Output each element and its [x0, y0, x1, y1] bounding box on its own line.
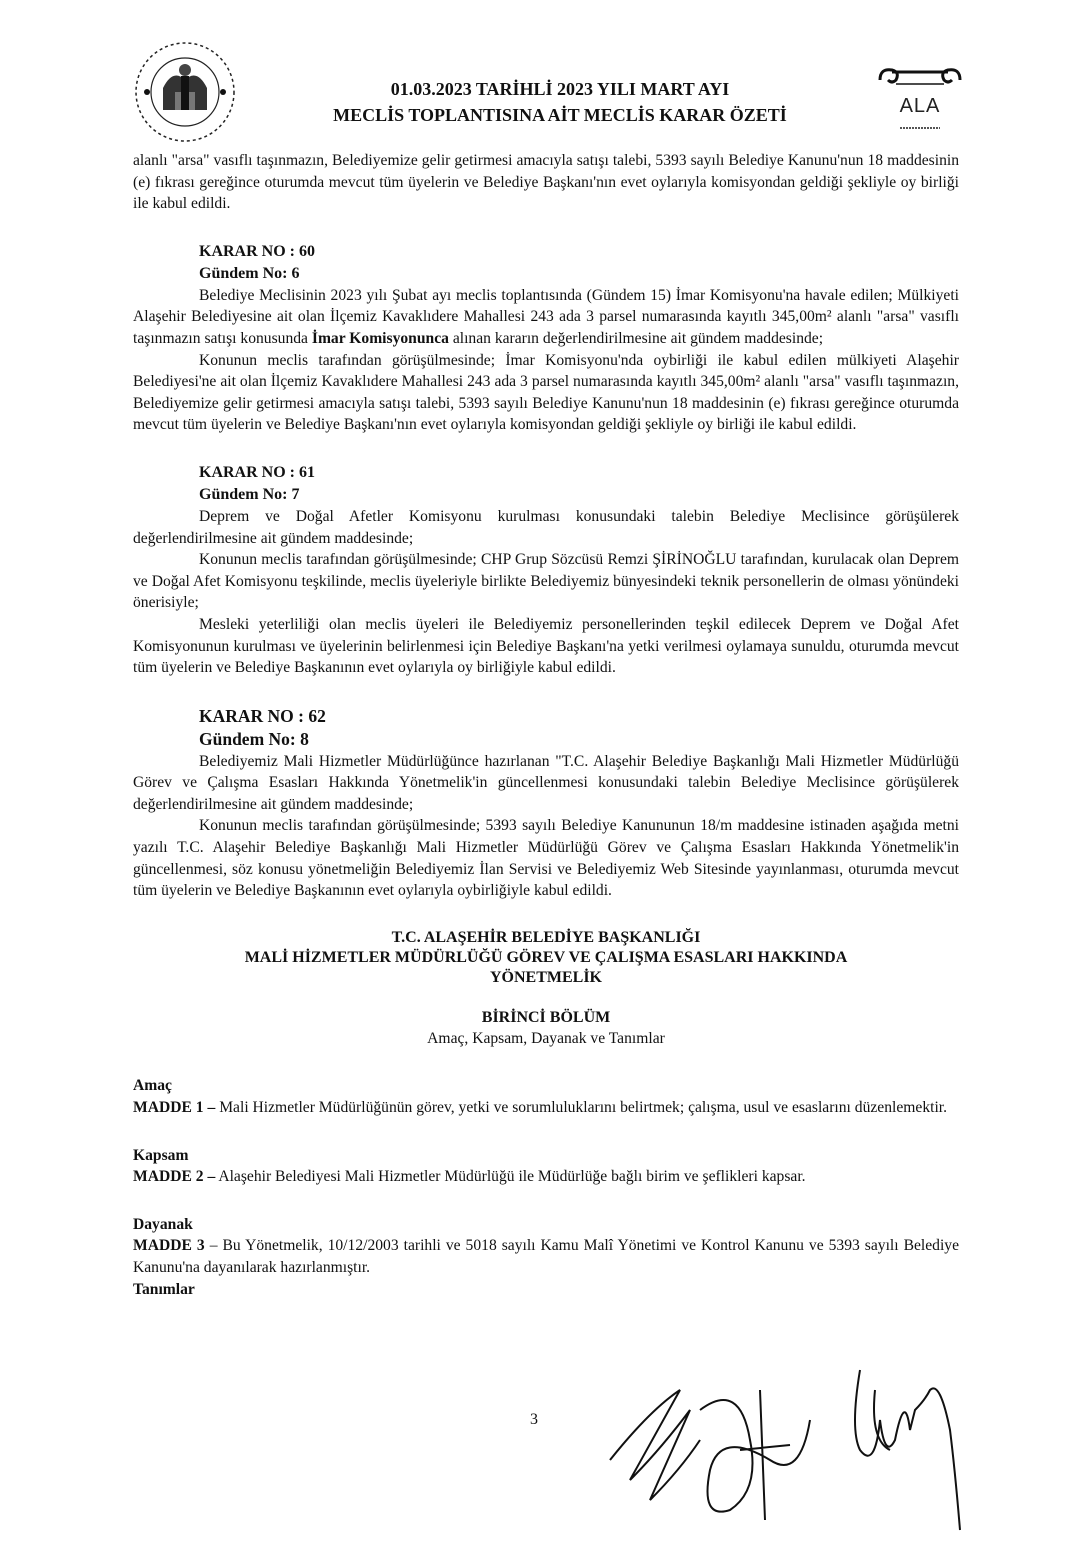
karar-61-number: KARAR NO : 61 — [199, 463, 315, 481]
madde-1 — [133, 1097, 959, 1119]
madde-1-text: Mali Hizmetler Müdürlüğünün görev, yetki ve sorumluluklarını belirtmek; çalışma, usul ve esaslarını düzenlemektir. — [215, 1099, 948, 1117]
karar-60-number: KARAR NO : 60 — [199, 242, 315, 260]
header-line-2: MECLİS TOPLANTISINA AİT MECLİS KARAR ÖZETİ — [333, 105, 787, 125]
tanimlar-heading: Tanımlar — [133, 1280, 195, 1298]
dayanak-heading: Dayanak — [133, 1215, 193, 1233]
section-subheading: Amaç, Kapsam, Dayanak ve Tanımlar — [427, 1029, 665, 1047]
header-line-1: 01.03.2023 TARİHLİ 2023 YILI MART AYI — [390, 79, 730, 99]
karar-61-paragraph-3: Mesleki yeterliliği olan meclis üyeleri ile Belediyemiz personellerinden teşkil edilecek Deprem ve Doğal Afet Komisyonunun kurulması ve üyelerinin belirlenmesi için Belediye Başkanı'na yetki verilmesi oylamaya sunuldu, oturumda mevcut tüm üyelerin ve Belediye Başkanının evet oylarıyla oy birliğiyle kabul edildi. — [133, 615, 959, 677]
document-header — [250, 76, 870, 128]
regulation-title-1: T.C. ALAŞEHİR BELEDİYE BAŞKANLIĞI — [391, 928, 701, 946]
document-body — [133, 150, 959, 1300]
madde-1-label: MADDE 1 – — [133, 1099, 216, 1117]
karar-61-paragraph-2: Konunun meclis tarafından görüşülmesinde; CHP Grup Sözcüsü Remzi ŞİRİNOĞLU tarafından, kurulacak olan Deprem ve Doğal Afet Komisyonu teşkilinde, meclis üyeleriyle birlikte Belediyemiz bünyesindeki teknik personellerin de olması yönündeki önerisiyle; — [133, 551, 959, 612]
karar-62-paragraph-1: Belediyemiz Mali Hizmetler Müdürlüğünce hazırlanan "T.C. Alaşehir Belediye Başkanlığı Mali Hizmetler Müdürlüğü Görev ve Çalışma Esasları Hakkında Yönetmelik'in güncellenmesi konusundaki talebin Belediye Meclisince görüşülerek değerlendirilmesine ait gündem maddesinde; — [133, 752, 959, 813]
karar-60-p1-bold: İmar Komisyonunca — [311, 329, 449, 347]
intro-paragraph: alanlı "arsa" vasıflı taşınmazın, Belediyemize gelir getirmesi amacıyla satışı talebi, 5393 sayılı Belediye Kanunu'nun 18 maddesinin (e) fıkrası gereğince oturumda mevcut tüm üyelerin ve Belediye Başkanı'nın evet oylarıyla komisyondan geldiği şekliyle oy birliği ile kabul edildi. — [133, 152, 959, 213]
signatures-image — [590, 1350, 990, 1550]
regulation-title-3: YÖNETMELİK — [489, 968, 602, 986]
karar-60-gundem: Gündem No: 6 — [199, 264, 300, 282]
page-number: 3 — [530, 1411, 538, 1428]
madde-3 — [133, 1235, 959, 1278]
kapsam-heading: Kapsam — [133, 1146, 189, 1164]
karar-62-gundem: Gündem No: 8 — [199, 728, 309, 749]
madde-3-label: MADDE 3 — [133, 1237, 205, 1255]
karar-60-p1-text-a: Belediye Meclisinin 2023 yılı Şubat ayı meclis toplantısında (Gündem 15) İmar Komisyonu'na havale edilen; Mülkiyeti Alaşehir Belediyesine ait olan İlçemiz Kavaklıdere Mahallesi 243 ada 3 parsel numarasında kayıtlı 345,00m² alanlı "arsa" vasıflı taşınmazın satışı konusunda — [133, 286, 959, 347]
svg-text:ALA: ALA — [899, 95, 941, 117]
karar-61-gundem: Gündem No: 7 — [199, 485, 300, 503]
karar-60-paragraph-2: Konunun meclis tarafından görüşülmesinde; İmar Komisyonu'nda oybirliği ile kabul edilen mülkiyeti Alaşehir Belediyesi'ne ait olan İlçemiz Kavaklıdere Mahallesi 243 ada 3 parsel numarasında kayıtlı 345,00m² alanlı "arsa" vasıflı taşınmazın, Belediyemize gelir getirmesi amacıyla satışı talebi, 5393 sayılı Belediye Kanunu'nun 18 maddesinin (e) fıkrası gereğince oturumda mevcut tüm üyelerin ve Belediye Başkanı'nın evet oylarıyla komisyondan geldiği şekliyle oy birliği ile kabul edildi. — [133, 351, 959, 434]
madde-2-text: Alaşehir Belediyesi Mali Hizmetler Müdürlüğü ile Müdürlüğe bağlı birim ve şeflikleri kapsar. — [215, 1168, 806, 1186]
madde-3-text: – Bu Yönetmelik, 10/12/2003 tarihli ve 5018 sayılı Kamu Malî Yönetimi ve Kontrol Kanunu ve 5393 sayılı Belediye Kanunu'na dayanılarak hazırlanmıştır. — [133, 1237, 959, 1276]
karar-62-number: KARAR NO : 62 — [199, 705, 326, 726]
madde-2 — [133, 1166, 959, 1188]
karar-60-p1-text-b: alınan kararın değerlendirilmesine ait gündem maddesinde; — [448, 329, 824, 347]
regulation-title-2: MALİ HİZMETLER MÜDÜRLÜĞÜ GÖREV VE ÇALIŞMA ESASLARI HAKKINDA — [244, 948, 848, 966]
municipality-seal-logo — [133, 40, 237, 144]
karar-61-paragraph-1: Deprem ve Doğal Afetler Komisyonu kurulması konusundaki talebin Belediye Meclisince görüşülerek değerlendirilmesine ait gündem maddesinde; — [133, 507, 959, 547]
karar-60-paragraph-1 — [133, 285, 959, 350]
amac-heading: Amaç — [133, 1077, 172, 1095]
karar-62-paragraph-2: Konunun meclis tarafından görüşülmesinde; 5393 sayılı Belediye Kanununun 18/m maddesine istinaden aşağıda metni yazılı T.C. Alaşehir Belediye Başkanlığı Mali Hizmetler Müdürlüğü Görev ve Çalışma Esasları Hakkında Yönetmelik'in güncellenmesi, söz konusu yönetmeliğin Belediyemiz İlan Servisi ve Belediyemiz Web Sitesinde yayınlanması, oturumda mevcut tüm üyelerin ve Belediye Başkanının evet oylarıyla oybirliğiyle kabul edildi. — [133, 817, 959, 900]
ala-column-logo — [874, 64, 966, 136]
madde-2-label: MADDE 2 – — [133, 1168, 216, 1186]
section-heading: BİRİNCİ BÖLÜM — [481, 1008, 611, 1026]
